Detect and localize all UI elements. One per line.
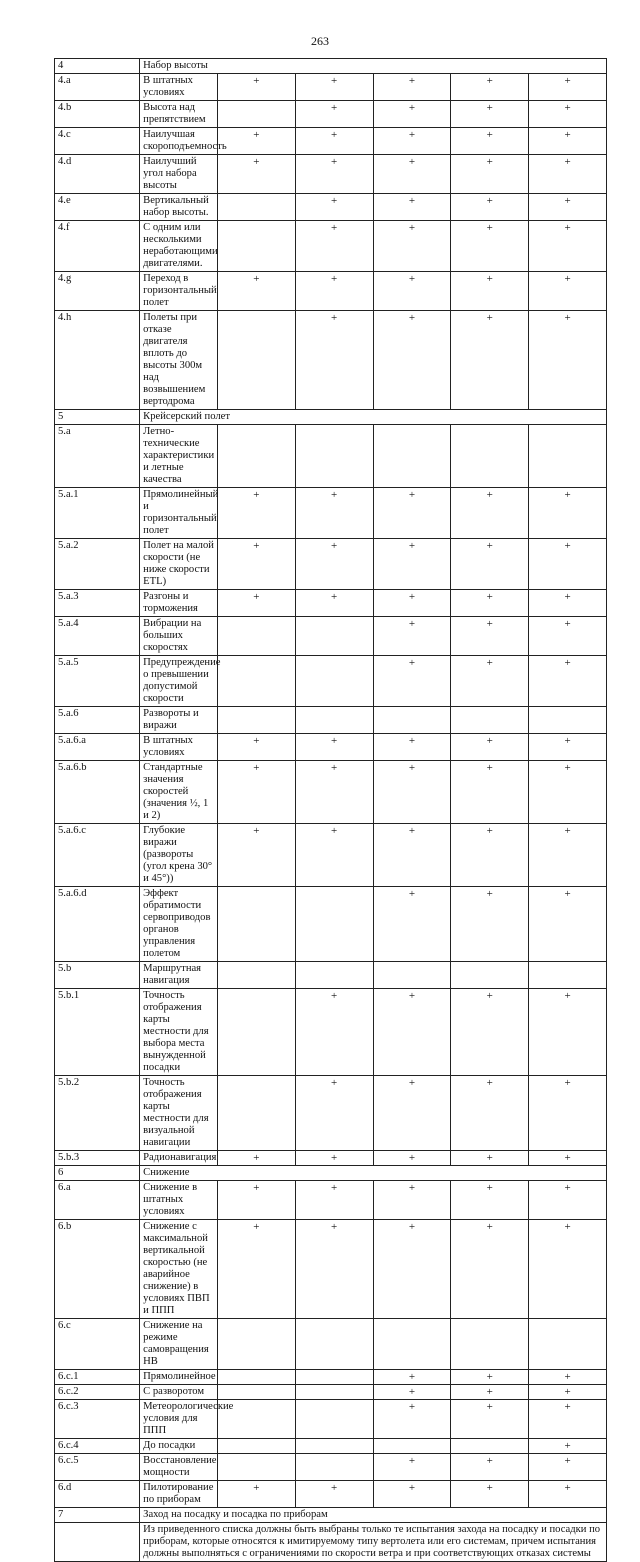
- level-1-mark: [217, 1400, 295, 1439]
- test-code: 4.b: [55, 101, 140, 128]
- table-row: [55, 128, 607, 155]
- test-code: 4.a: [55, 74, 140, 101]
- table-row: [55, 1220, 607, 1319]
- level-2-mark: +: [295, 272, 373, 311]
- test-name: Крейсерский полет: [140, 410, 607, 425]
- test-name: Снижение с максимальной вертикальной скоростью (не аварийное снижение) в условиях ПВП и ППП: [140, 1220, 218, 1319]
- level-4-mark: +: [451, 1181, 529, 1220]
- level-5-mark: +: [529, 221, 607, 272]
- level-3-mark: [373, 425, 451, 488]
- level-4-mark: [451, 707, 529, 734]
- level-5-mark: +: [529, 1481, 607, 1508]
- level-4-mark: [451, 1319, 529, 1370]
- level-2-mark: +: [295, 221, 373, 272]
- table-row: [55, 734, 607, 761]
- level-1-mark: +: [217, 824, 295, 887]
- level-5-mark: +: [529, 74, 607, 101]
- level-3-mark: [373, 1319, 451, 1370]
- level-4-mark: +: [451, 272, 529, 311]
- level-5-mark: +: [529, 734, 607, 761]
- table-row: [55, 1151, 607, 1166]
- test-name: Наилучшая скороподъемность: [140, 128, 218, 155]
- level-3-mark: +: [373, 590, 451, 617]
- level-3-mark: +: [373, 74, 451, 101]
- level-1-mark: [217, 1454, 295, 1481]
- level-2-mark: +: [295, 539, 373, 590]
- test-name: Радионавигация: [140, 1151, 218, 1166]
- table-row: [55, 101, 607, 128]
- test-code: 5.b.1: [55, 989, 140, 1076]
- level-1-mark: [217, 1370, 295, 1385]
- level-1-mark: +: [217, 761, 295, 824]
- level-4-mark: +: [451, 1454, 529, 1481]
- page-number: 263: [311, 34, 329, 48]
- level-4-mark: +: [451, 656, 529, 707]
- table-row: [55, 1454, 607, 1481]
- test-code: 5.a.6.c: [55, 824, 140, 887]
- level-3-mark: +: [373, 1400, 451, 1439]
- test-name: Наилучший угол набора высоты: [140, 155, 218, 194]
- level-2-mark: +: [295, 824, 373, 887]
- test-requirements-table: [54, 58, 607, 1562]
- test-name: Метеорологические условия для ППП: [140, 1400, 218, 1439]
- level-4-mark: [451, 1439, 529, 1454]
- table-row: [55, 887, 607, 962]
- level-4-mark: [451, 425, 529, 488]
- level-3-mark: +: [373, 1220, 451, 1319]
- level-2-mark: [295, 707, 373, 734]
- level-2-mark: [295, 1454, 373, 1481]
- level-2-mark: [295, 1400, 373, 1439]
- level-5-mark: [529, 707, 607, 734]
- table-row: [55, 824, 607, 887]
- test-name: Стандартные значения скоростей (значения ½, 1 и 2): [140, 761, 218, 824]
- level-5-mark: +: [529, 101, 607, 128]
- test-code: 5.a.6.a: [55, 734, 140, 761]
- test-name: Снижение в штатных условиях: [140, 1181, 218, 1220]
- level-1-mark: +: [217, 128, 295, 155]
- test-code: 6.b: [55, 1220, 140, 1319]
- level-4-mark: +: [451, 1151, 529, 1166]
- test-name: Глубокие виражи (развороты (угол крена 30° и 45°)): [140, 824, 218, 887]
- level-1-mark: +: [217, 1220, 295, 1319]
- test-code: 5.a.6.d: [55, 887, 140, 962]
- test-code: 6.c.2: [55, 1385, 140, 1400]
- level-5-mark: +: [529, 617, 607, 656]
- level-3-mark: +: [373, 824, 451, 887]
- test-code: 6.c.1: [55, 1370, 140, 1385]
- level-2-mark: +: [295, 1076, 373, 1151]
- test-name: Летно-технические характеристики и летные качества: [140, 425, 218, 488]
- level-3-mark: +: [373, 101, 451, 128]
- table-row: [55, 221, 607, 272]
- level-5-mark: +: [529, 1370, 607, 1385]
- level-5-mark: +: [529, 128, 607, 155]
- table-row: [55, 74, 607, 101]
- table-row: [55, 539, 607, 590]
- table-row: [55, 656, 607, 707]
- level-4-mark: +: [451, 734, 529, 761]
- note-spacer: [55, 1523, 140, 1562]
- level-2-mark: [295, 656, 373, 707]
- level-5-mark: +: [529, 590, 607, 617]
- test-name: Точность отображения карты местности для визуальной навигации: [140, 1076, 218, 1151]
- test-code: 5.a.6.b: [55, 761, 140, 824]
- test-name: В штатных условиях: [140, 734, 218, 761]
- test-code: 6.c: [55, 1319, 140, 1370]
- section-row: [55, 1166, 607, 1181]
- level-1-mark: +: [217, 488, 295, 539]
- level-3-mark: +: [373, 155, 451, 194]
- level-4-mark: +: [451, 617, 529, 656]
- test-code: 6.d: [55, 1481, 140, 1508]
- table-row: [55, 1370, 607, 1385]
- test-code: 5.a.2: [55, 539, 140, 590]
- level-4-mark: +: [451, 1481, 529, 1508]
- test-name: Заход на посадку и посадка по приборам: [140, 1508, 607, 1523]
- level-3-mark: +: [373, 1454, 451, 1481]
- level-4-mark: +: [451, 1076, 529, 1151]
- level-2-mark: +: [295, 1220, 373, 1319]
- level-2-mark: +: [295, 1151, 373, 1166]
- level-1-mark: +: [217, 539, 295, 590]
- level-5-mark: [529, 1319, 607, 1370]
- test-name: До посадки: [140, 1439, 218, 1454]
- level-4-mark: +: [451, 539, 529, 590]
- test-code: 4.g: [55, 272, 140, 311]
- section-row: [55, 1508, 607, 1523]
- test-name: Прямолинейное: [140, 1370, 218, 1385]
- table-row: [55, 617, 607, 656]
- test-name: В штатных условиях: [140, 74, 218, 101]
- test-name: Развороты и виражи: [140, 707, 218, 734]
- level-5-mark: +: [529, 272, 607, 311]
- test-name: Вибрации на больших скоростях: [140, 617, 218, 656]
- level-1-mark: [217, 101, 295, 128]
- test-code: 6.a: [55, 1181, 140, 1220]
- test-code: 4: [55, 59, 140, 74]
- test-code: 4.e: [55, 194, 140, 221]
- level-2-mark: +: [295, 488, 373, 539]
- table-row: [55, 962, 607, 989]
- test-name: Прямолинейный и горизонтальный полет: [140, 488, 218, 539]
- level-4-mark: +: [451, 488, 529, 539]
- level-4-mark: +: [451, 194, 529, 221]
- level-2-mark: [295, 962, 373, 989]
- test-code: 7: [55, 1508, 140, 1523]
- level-5-mark: +: [529, 1220, 607, 1319]
- test-name: Разгоны и торможения: [140, 590, 218, 617]
- level-2-mark: +: [295, 155, 373, 194]
- test-code: 5.a: [55, 425, 140, 488]
- level-4-mark: +: [451, 989, 529, 1076]
- level-5-mark: +: [529, 1454, 607, 1481]
- table-row: [55, 1400, 607, 1439]
- table-row: [55, 761, 607, 824]
- level-3-mark: [373, 1439, 451, 1454]
- table-body: [55, 59, 607, 1562]
- table-row: [55, 311, 607, 410]
- level-2-mark: [295, 425, 373, 488]
- level-1-mark: +: [217, 1151, 295, 1166]
- level-3-mark: +: [373, 1481, 451, 1508]
- level-5-mark: +: [529, 1076, 607, 1151]
- test-name: Снижение: [140, 1166, 607, 1181]
- table-row: [55, 425, 607, 488]
- test-name: Полеты при отказе двигателя вплоть до высоты 300м над возвышением вертодрома: [140, 311, 218, 410]
- level-4-mark: +: [451, 590, 529, 617]
- level-1-mark: [217, 962, 295, 989]
- level-2-mark: +: [295, 989, 373, 1076]
- level-5-mark: +: [529, 989, 607, 1076]
- level-2-mark: +: [295, 311, 373, 410]
- test-name: Предупреждение о превышении допустимой скорости: [140, 656, 218, 707]
- level-1-mark: +: [217, 1481, 295, 1508]
- table-row: [55, 272, 607, 311]
- level-2-mark: +: [295, 761, 373, 824]
- level-2-mark: [295, 617, 373, 656]
- level-2-mark: +: [295, 101, 373, 128]
- section-row: [55, 59, 607, 74]
- test-code: 5.b: [55, 962, 140, 989]
- table-row: [55, 1385, 607, 1400]
- level-3-mark: [373, 707, 451, 734]
- test-name: Переход в горизонтальный полет: [140, 272, 218, 311]
- test-code: 4.f: [55, 221, 140, 272]
- level-1-mark: [217, 425, 295, 488]
- level-3-mark: [373, 962, 451, 989]
- level-3-mark: +: [373, 617, 451, 656]
- test-code: 5: [55, 410, 140, 425]
- level-3-mark: +: [373, 128, 451, 155]
- table-row: [55, 1481, 607, 1508]
- level-2-mark: +: [295, 590, 373, 617]
- table-row: [55, 707, 607, 734]
- level-3-mark: +: [373, 1076, 451, 1151]
- level-5-mark: +: [529, 488, 607, 539]
- level-2-mark: +: [295, 128, 373, 155]
- level-4-mark: +: [451, 221, 529, 272]
- table-row: [55, 1181, 607, 1220]
- level-1-mark: +: [217, 734, 295, 761]
- table-row: [55, 590, 607, 617]
- test-code: 4.c: [55, 128, 140, 155]
- level-4-mark: +: [451, 1370, 529, 1385]
- test-name: Набор высоты: [140, 59, 607, 74]
- test-name: С разворотом: [140, 1385, 218, 1400]
- level-5-mark: +: [529, 1439, 607, 1454]
- test-code: 4.h: [55, 311, 140, 410]
- level-4-mark: +: [451, 887, 529, 962]
- level-2-mark: [295, 1439, 373, 1454]
- level-1-mark: [217, 1439, 295, 1454]
- level-5-mark: +: [529, 887, 607, 962]
- level-1-mark: [217, 656, 295, 707]
- level-2-mark: +: [295, 1181, 373, 1220]
- level-4-mark: +: [451, 74, 529, 101]
- level-3-mark: +: [373, 1151, 451, 1166]
- level-1-mark: [217, 311, 295, 410]
- test-code: 6: [55, 1166, 140, 1181]
- test-code: 6.c.5: [55, 1454, 140, 1481]
- level-1-mark: [217, 989, 295, 1076]
- level-5-mark: +: [529, 761, 607, 824]
- test-code: 6.c.3: [55, 1400, 140, 1439]
- test-code: 5.b.3: [55, 1151, 140, 1166]
- level-1-mark: [217, 1385, 295, 1400]
- level-4-mark: +: [451, 311, 529, 410]
- test-name: С одним или несколькими неработающими двигателями.: [140, 221, 218, 272]
- level-1-mark: +: [217, 74, 295, 101]
- test-code: 5.a.6: [55, 707, 140, 734]
- level-3-mark: +: [373, 194, 451, 221]
- table-row: [55, 488, 607, 539]
- level-3-mark: +: [373, 989, 451, 1076]
- level-5-mark: +: [529, 1385, 607, 1400]
- level-5-mark: +: [529, 194, 607, 221]
- footnote-text: Из приведенного списка должны быть выбраны только те испытания захода на посадку и посадки по приборам, которые относятся к имитируемому типу вертолета или его системам, причем испытания должны выполняться с ограничениями по скорости ветра и при соответствующих отказах системы: [140, 1523, 607, 1562]
- level-3-mark: +: [373, 734, 451, 761]
- test-name: Маршрутная навигация: [140, 962, 218, 989]
- level-3-mark: +: [373, 221, 451, 272]
- level-2-mark: [295, 1370, 373, 1385]
- test-name: Полет на малой скорости (не ниже скорости ETL): [140, 539, 218, 590]
- level-4-mark: +: [451, 155, 529, 194]
- level-3-mark: +: [373, 272, 451, 311]
- table-row: [55, 194, 607, 221]
- test-code: 5.a.5: [55, 656, 140, 707]
- level-5-mark: +: [529, 1400, 607, 1439]
- level-5-mark: +: [529, 539, 607, 590]
- table-row: [55, 155, 607, 194]
- level-1-mark: [217, 1319, 295, 1370]
- table-row: [55, 989, 607, 1076]
- level-5-mark: [529, 425, 607, 488]
- test-code: 5.a.4: [55, 617, 140, 656]
- test-code: 5.b.2: [55, 1076, 140, 1151]
- level-3-mark: +: [373, 656, 451, 707]
- level-3-mark: +: [373, 1385, 451, 1400]
- level-4-mark: +: [451, 761, 529, 824]
- test-name: Точность отображения карты местности для выбора места вынужденной посадки: [140, 989, 218, 1076]
- level-2-mark: [295, 887, 373, 962]
- level-2-mark: +: [295, 74, 373, 101]
- level-5-mark: +: [529, 311, 607, 410]
- level-4-mark: +: [451, 824, 529, 887]
- level-4-mark: +: [451, 1400, 529, 1439]
- table-row: [55, 1319, 607, 1370]
- level-1-mark: [217, 221, 295, 272]
- section-row: [55, 410, 607, 425]
- level-2-mark: [295, 1319, 373, 1370]
- level-3-mark: +: [373, 1370, 451, 1385]
- level-2-mark: +: [295, 194, 373, 221]
- level-3-mark: +: [373, 761, 451, 824]
- level-1-mark: [217, 707, 295, 734]
- test-name: Эффект обратимости сервоприводов органов управления полетом: [140, 887, 218, 962]
- level-4-mark: +: [451, 1385, 529, 1400]
- level-3-mark: +: [373, 311, 451, 410]
- test-name: Вертикальный набор высоты.: [140, 194, 218, 221]
- level-3-mark: +: [373, 887, 451, 962]
- level-4-mark: +: [451, 101, 529, 128]
- note-row: [55, 1523, 607, 1562]
- level-4-mark: [451, 962, 529, 989]
- test-name: Высота над препятствием: [140, 101, 218, 128]
- test-code: 4.d: [55, 155, 140, 194]
- test-code: 6.c.4: [55, 1439, 140, 1454]
- level-5-mark: +: [529, 1181, 607, 1220]
- test-name: Снижение на режиме самовращения НВ: [140, 1319, 218, 1370]
- level-5-mark: +: [529, 1151, 607, 1166]
- level-1-mark: [217, 1076, 295, 1151]
- level-1-mark: [217, 617, 295, 656]
- level-4-mark: +: [451, 1220, 529, 1319]
- level-4-mark: +: [451, 128, 529, 155]
- table-row: [55, 1439, 607, 1454]
- level-5-mark: [529, 962, 607, 989]
- level-5-mark: +: [529, 155, 607, 194]
- test-code: 5.a.3: [55, 590, 140, 617]
- level-1-mark: +: [217, 590, 295, 617]
- level-1-mark: [217, 887, 295, 962]
- level-2-mark: +: [295, 734, 373, 761]
- level-2-mark: [295, 1385, 373, 1400]
- level-1-mark: [217, 194, 295, 221]
- test-name: Восстановление мощности: [140, 1454, 218, 1481]
- level-1-mark: +: [217, 155, 295, 194]
- level-5-mark: +: [529, 824, 607, 887]
- level-1-mark: +: [217, 272, 295, 311]
- level-5-mark: +: [529, 656, 607, 707]
- test-name: Пилотирование по приборам: [140, 1481, 218, 1508]
- table-row: [55, 1076, 607, 1151]
- level-3-mark: +: [373, 1181, 451, 1220]
- level-2-mark: +: [295, 1481, 373, 1508]
- level-3-mark: +: [373, 488, 451, 539]
- level-3-mark: +: [373, 539, 451, 590]
- test-code: 5.a.1: [55, 488, 140, 539]
- level-1-mark: +: [217, 1181, 295, 1220]
